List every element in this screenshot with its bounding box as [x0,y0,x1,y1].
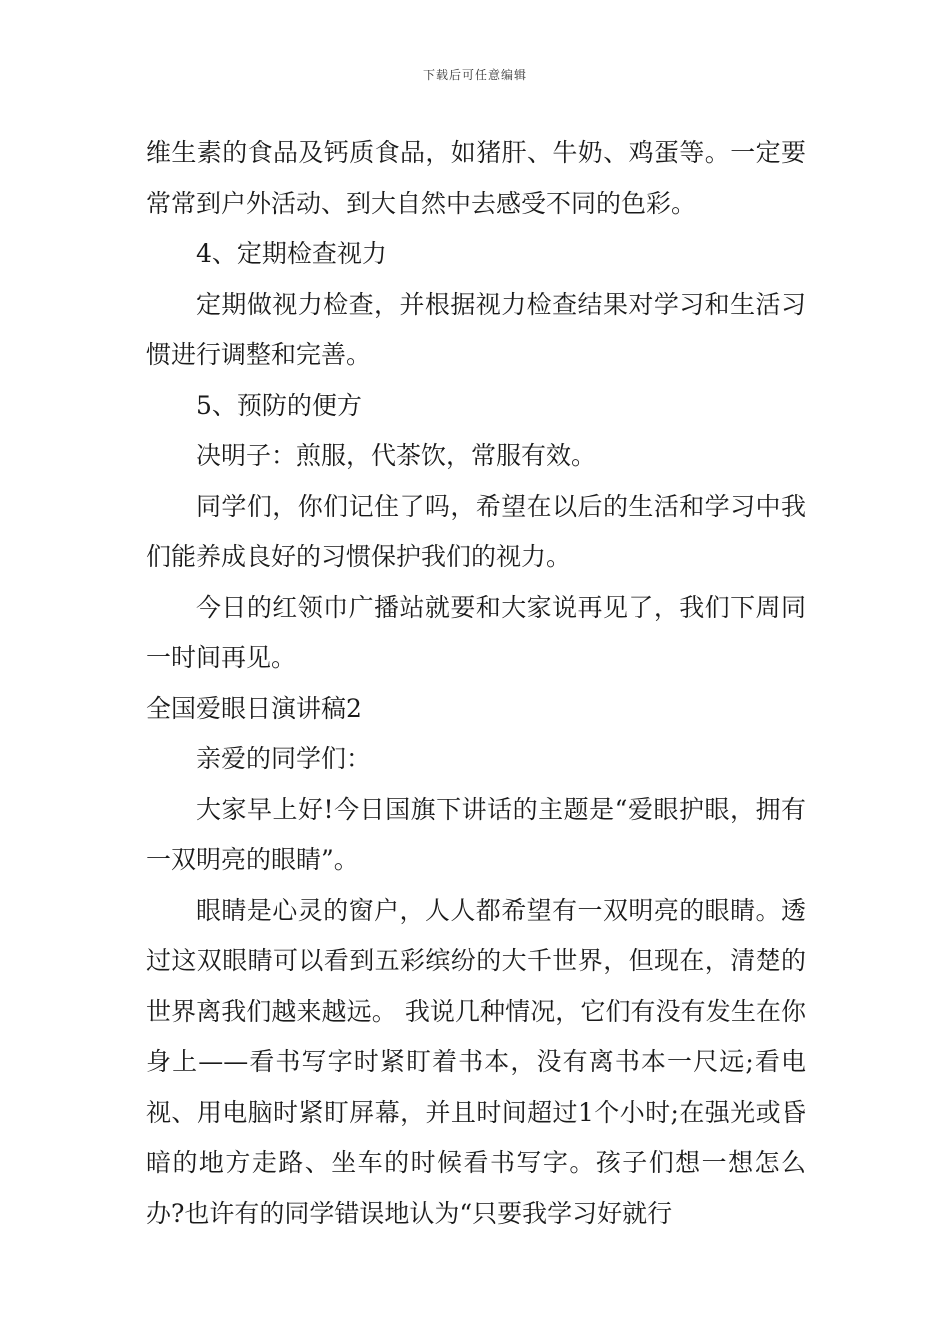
paragraph: 同学们，你们记住了吗，希望在以后的生活和学习中我们能养成良好的习惯保护我们的视力。 [146,491,806,571]
paragraph: 眼睛是心灵的窗户，人人都希望有一双明亮的眼睛。透过这双眼睛可以看到五彩缤纷的大千世界，但现在，清楚的世界离我们越来越远。 我说几种情况，它们有没有发生在你身上——看书写字时紧盯着书本，没有离书本一尺远;看电视、用电脑时紧盯屏幕，并且时间超过1个小时;在强光或昏暗的地方走路、坐车的时候看书写字。孩子们想一想怎么办?也许有的同学错误地认为“只要我学习好就行 [146,895,806,1228]
paragraph-continued: 维生素的食品及钙质食品，如猪肝、牛奶、鸡蛋等。一定要常常到户外活动、到大自然中去感受不同的色彩。 [146,138,806,218]
document-body [146,128,806,1239]
paragraph: 今日的红领巾广播站就要和大家说再见了，我们下周同一时间再见。 [146,592,806,672]
section-heading-5: 5、预防的便方 [196,390,362,420]
paragraph: 定期做视力检查，并根据视力检查结果对学习和生活习惯进行调整和完善。 [146,289,806,369]
speech-title: 全国爱眼日演讲稿2 [146,693,362,723]
section-heading-4: 4、定期检查视力 [196,239,387,268]
salutation: 亲爱的同学们： [196,744,372,773]
header-note: 下载后可任意编辑 [422,68,527,82]
paragraph: 大家早上好!今日国旗下讲话的主题是“爱眼护眼，拥有一双明亮的眼睛”。 [146,794,806,874]
paragraph: 决明子：煎服，代茶饮，常服有效。 [196,441,597,470]
